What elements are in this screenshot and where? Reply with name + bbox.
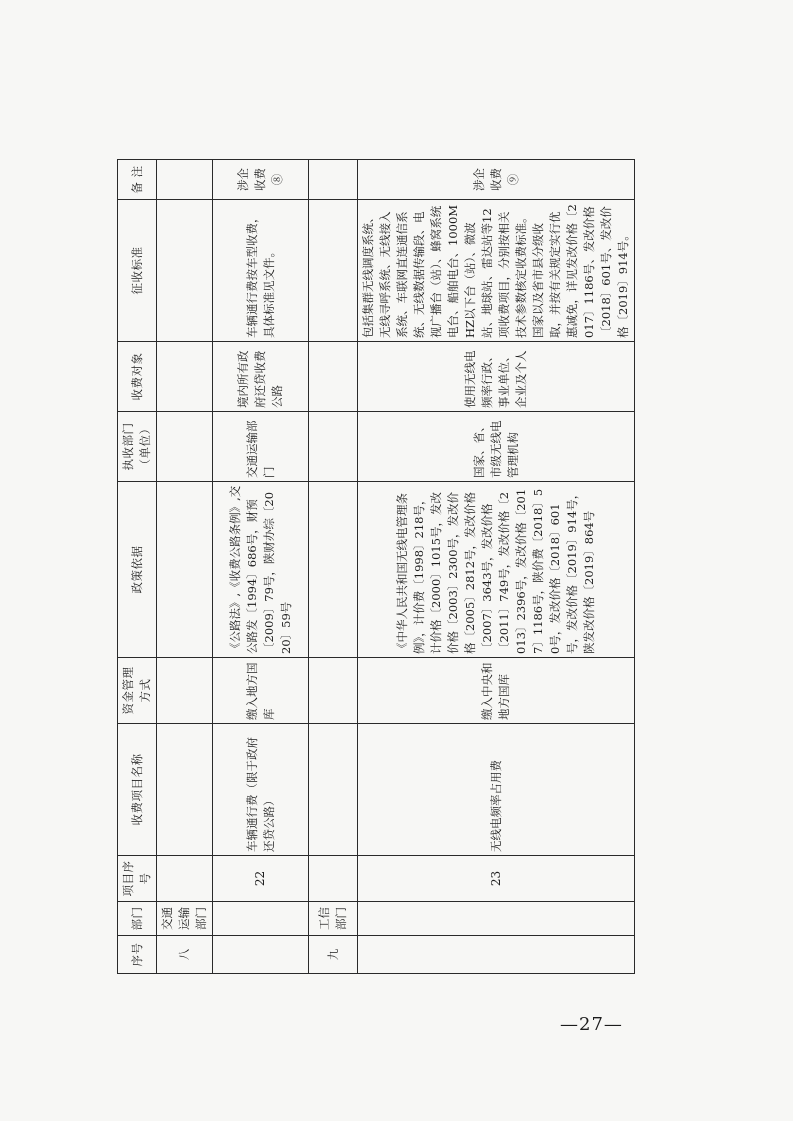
header-seq: 序号	[118, 936, 157, 974]
header-standard: 征收标准	[118, 200, 157, 342]
cell-dept: 交通运输部门	[157, 902, 213, 936]
cell-item-name: 无线电频率占用费	[358, 724, 635, 856]
page-number: —27—	[560, 1014, 623, 1035]
cell-policy: 《中华人民共和国无线电管理条例》，计价费〔1998〕218号，计价格〔2000〕1015号，发改价格〔2003〕2300号，发改价格〔2005〕2812号，发改价格〔2007〕3643号，发改价格〔2011〕749号，发改价格〔2013〕2396号，发改价格〔2017〕1186号，陕价费〔2018〕50号，发改价格〔2018〕601号，发改价格〔2019〕914号，陕发改价格〔2019〕864号	[358, 482, 635, 658]
cell-fund-mgmt	[157, 658, 213, 724]
cell-policy	[157, 482, 213, 658]
table-row	[213, 160, 309, 974]
table-row	[309, 160, 358, 974]
cell-item-name	[157, 724, 213, 856]
header-policy: 政策依据	[118, 482, 157, 658]
cell-item-name: 车辆通行费（限于政府还贷公路）	[213, 724, 309, 856]
header-remarks: 备 注	[118, 160, 157, 200]
cell-standard: 车辆通行费按车型收费，具体标准见文件。	[213, 200, 309, 342]
cell-item-no	[157, 856, 213, 902]
header-item-no: 项目序号	[118, 856, 157, 902]
cell-payer: 使用无线电频率行政、事业单位、企业及个人	[358, 342, 635, 412]
fee-table	[117, 159, 635, 974]
cell-seq: 九	[309, 936, 358, 974]
cell-agency	[157, 412, 213, 482]
header-dept: 部门	[118, 902, 157, 936]
cell-seq: 八	[157, 936, 213, 974]
header-fund-mgmt: 资金管理方式	[118, 658, 157, 724]
cell-fund-mgmt: 缴入地方国库	[213, 658, 309, 724]
cell-payer	[309, 342, 358, 412]
cell-fund-mgmt	[309, 658, 358, 724]
cell-item-no: 22	[213, 856, 309, 902]
table-header-row	[118, 160, 157, 974]
cell-policy	[309, 482, 358, 658]
cell-standard	[157, 200, 213, 342]
cell-agency	[309, 412, 358, 482]
table-row	[358, 160, 635, 974]
cell-agency: 国家、省、市级无线电管理机构	[358, 412, 635, 482]
cell-remarks: 涉企收费⑧	[213, 160, 309, 200]
cell-dept	[213, 902, 309, 936]
header-agency: 执收部门（单位）	[118, 412, 157, 482]
cell-item-name	[309, 724, 358, 856]
cell-remarks	[309, 160, 358, 200]
header-item-name: 收费项目名称	[118, 724, 157, 856]
cell-standard: 包括集群无线调度系统、无线寻呼系统、无线接入系统、车联网直连通信系统、无线数据传输段、电视广播台（站）、蜂窝系统电台、船舶电台、1000MHZ以下台（站）、微波站、地球站、雷达站等12项收费项目，分别按相关技术参数核定收费标准。国家以及省市县分级收取，并按有关规定实行优惠减免，详见发改价格〔2017〕1186号、发改价格〔2018〕601号、发改价格〔2019〕914号。	[358, 200, 635, 342]
cell-payer: 境内所有政府还贷收费公路	[213, 342, 309, 412]
cell-seq	[358, 936, 635, 974]
cell-standard	[309, 200, 358, 342]
cell-fund-mgmt: 缴入中央和地方国库	[358, 658, 635, 724]
cell-item-no: 23	[358, 856, 635, 902]
cell-dept: 工信部门	[309, 902, 358, 936]
cell-item-no	[309, 856, 358, 902]
rotated-table-container	[117, 160, 630, 974]
cell-remarks: 涉企收费⑨	[358, 160, 635, 200]
cell-remarks	[157, 160, 213, 200]
cell-dept	[358, 902, 635, 936]
cell-seq	[213, 936, 309, 974]
table-row	[157, 160, 213, 974]
cell-agency: 交通运输部门	[213, 412, 309, 482]
cell-payer	[157, 342, 213, 412]
cell-policy: 《公路法》,《收费公路条例》,交公路发〔1994〕686号，财预〔2009〕79号，陕财办综〔2020〕59号	[213, 482, 309, 658]
header-payer: 收费对象	[118, 342, 157, 412]
